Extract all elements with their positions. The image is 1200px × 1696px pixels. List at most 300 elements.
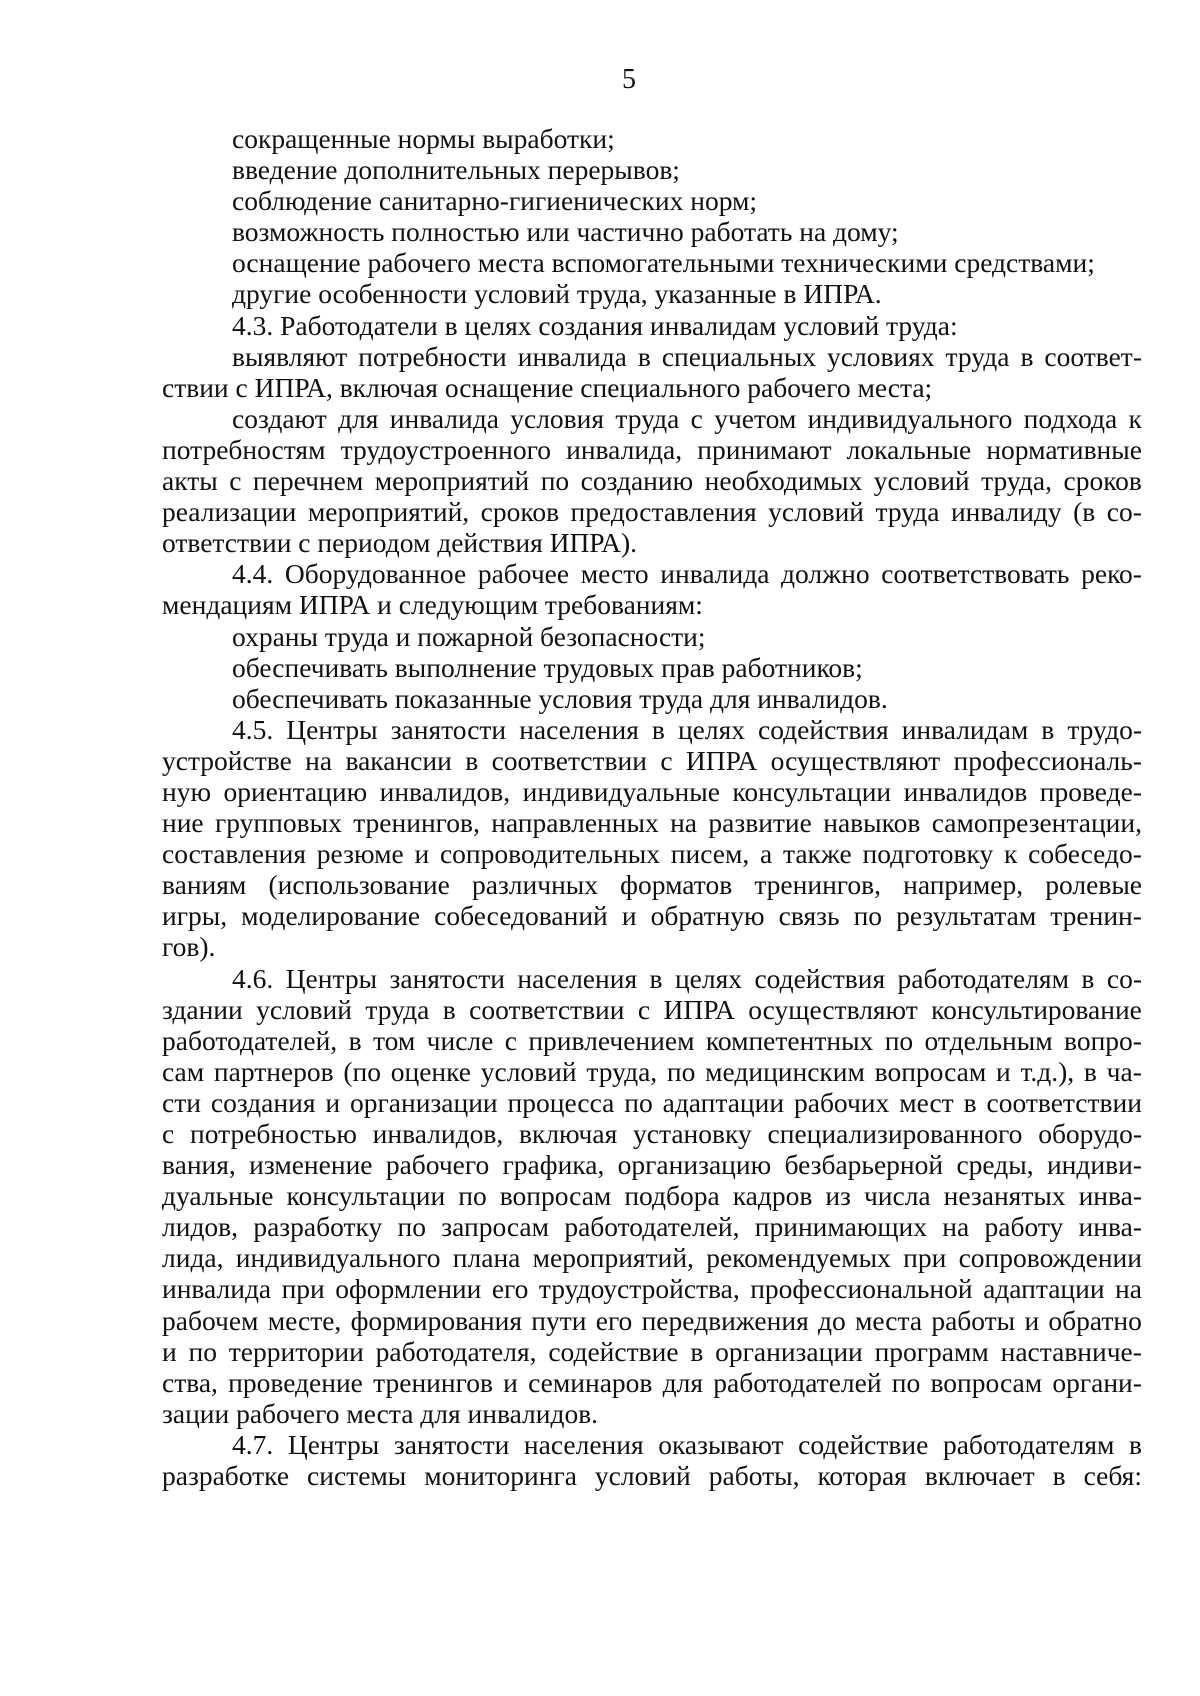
word: семинаров [528, 1366, 653, 1398]
word: среды, [956, 1149, 1034, 1181]
word: связь [778, 900, 840, 932]
word: рабочее [477, 558, 570, 590]
text-line [162, 807, 1142, 838]
word: 4.6. [232, 962, 274, 994]
word: по [188, 1335, 217, 1367]
word: установку [633, 1118, 752, 1149]
word: соответствии [491, 744, 647, 776]
word: разработку [253, 1211, 383, 1243]
word: соответствии [469, 993, 625, 1025]
word: разработке [162, 1460, 290, 1492]
word: консультации [286, 1180, 446, 1212]
word: территории [228, 1335, 364, 1367]
word: включает [924, 1460, 1035, 1492]
word: со- [1106, 962, 1142, 994]
word: вопросам [499, 1180, 612, 1212]
word: Оборудованное [284, 558, 467, 590]
word: том [372, 1024, 416, 1056]
word: адаптации [662, 1086, 785, 1118]
word: мероприятий, [307, 496, 470, 528]
word: место [580, 558, 649, 590]
word: индивидуальные [522, 775, 720, 807]
word: с [162, 1118, 175, 1149]
word: условий [873, 465, 970, 497]
word: потребности [358, 340, 507, 372]
word: и [503, 1366, 518, 1398]
word: мероприятий [374, 465, 530, 497]
word: дуальные [162, 1180, 274, 1212]
word: вопро- [1064, 1024, 1142, 1056]
text-line [162, 341, 1142, 372]
word: запросам [441, 1211, 550, 1243]
word: его [595, 1304, 633, 1336]
word: ную [162, 775, 212, 807]
word: составления [162, 838, 307, 870]
document-body [162, 123, 1142, 1491]
word: индиви- [1046, 1149, 1142, 1181]
word: труда [365, 993, 430, 1025]
word: с [504, 1024, 517, 1056]
word: и [414, 838, 430, 870]
word: к [1128, 402, 1142, 434]
text-line: оснащение рабочего места вспомогательными техническими средствами; [232, 247, 1095, 279]
word: в [1041, 713, 1055, 745]
word: подготовку [862, 838, 994, 870]
word: при [903, 1242, 947, 1274]
word: инвалида [517, 340, 627, 372]
word: кадров [732, 1180, 813, 1212]
word: 4.4. [232, 558, 274, 590]
word: инвалидам [901, 713, 1029, 745]
word: Центры [287, 1428, 380, 1460]
word: инвалидов, [372, 1118, 504, 1149]
word: сроков [480, 496, 560, 528]
word: труда [615, 402, 680, 434]
word: организации [715, 1335, 863, 1367]
word: сопроводительных [439, 838, 661, 870]
word: сам [162, 1055, 205, 1087]
word: специальных [661, 340, 817, 372]
word: медицинским [705, 1055, 865, 1087]
word: на [305, 744, 333, 776]
word: лида, [162, 1242, 224, 1274]
word: развитие [708, 807, 812, 839]
word: изменение [249, 1149, 373, 1181]
word: формирования [350, 1304, 523, 1336]
text-line [162, 465, 1142, 496]
word: лидов, [162, 1211, 239, 1243]
word: (по [343, 1055, 381, 1087]
word: реализации [162, 496, 297, 528]
word: передвижения [641, 1304, 809, 1336]
word: обратно [1048, 1304, 1142, 1336]
text-line: другие особенности условий труда, указанные в ИПРА. [232, 278, 882, 310]
word: соответствии [986, 1086, 1142, 1118]
word: сти [162, 1086, 201, 1118]
word: которая [817, 1460, 907, 1492]
word: в [442, 993, 456, 1025]
word: собеседований [434, 900, 608, 932]
word: условия [510, 402, 605, 434]
text-line [162, 403, 1142, 434]
word: потребностью [190, 1118, 357, 1149]
word: устройстве [162, 744, 292, 776]
text-line: 4.3. Работодатели в целях создания инвалидам условий труда: [232, 309, 958, 341]
text-line [162, 900, 1142, 931]
word: и [996, 1055, 1011, 1087]
word: включая [518, 1118, 618, 1149]
word: учетом [714, 402, 797, 434]
word: вания, [162, 1149, 236, 1181]
text-line [162, 745, 1142, 776]
word: из [825, 1180, 851, 1212]
word: подбора [624, 1180, 720, 1212]
word: в [465, 744, 479, 776]
word: консультации [732, 775, 892, 807]
word: для [338, 402, 379, 434]
text-line [162, 1087, 1142, 1118]
word: инва- [1078, 1180, 1142, 1212]
word: т.д.), [1020, 1055, 1075, 1087]
word: условий [594, 1460, 691, 1492]
word: по [458, 1180, 487, 1212]
word: мест [899, 1086, 954, 1118]
text-line [162, 1118, 1142, 1149]
word: условиях [827, 340, 935, 372]
word: пути [531, 1304, 587, 1336]
text-line [162, 1056, 1142, 1087]
text-line: введение дополнительных перерывов; [232, 154, 680, 186]
word: занятости [389, 962, 505, 994]
word: при [281, 1273, 325, 1305]
word: тренин- [1050, 900, 1142, 932]
word: специализированного [767, 1118, 1023, 1149]
word: резюме [316, 838, 404, 870]
word: принимают [697, 433, 832, 465]
word: инвалида [389, 402, 499, 434]
word: результатам [896, 900, 1037, 932]
word: акты [162, 465, 218, 497]
word: вопросам [930, 1366, 1043, 1398]
word: инвалида [660, 558, 770, 590]
word: со- [1106, 496, 1142, 528]
word: организацию [617, 1149, 772, 1181]
word: ча- [1106, 1055, 1142, 1087]
word: условий [256, 993, 352, 1025]
word: с [229, 465, 242, 497]
text-line: ответствии с периодом действия ИПРА). [162, 527, 637, 559]
word: (в [1073, 496, 1096, 528]
word: труда, [981, 465, 1052, 497]
word: оформлении [335, 1273, 482, 1305]
word: 4.7. [232, 1428, 274, 1460]
word: ИПРА [663, 993, 735, 1025]
word: в [651, 713, 665, 745]
word: 4.5. [232, 713, 274, 745]
word: программ [874, 1335, 989, 1367]
text-line [162, 776, 1142, 807]
word: и [325, 1086, 341, 1118]
text-line: мендациям ИПРА и следующим требованиям: [162, 589, 703, 621]
word: труда, [586, 1055, 658, 1087]
text-line: обеспечивать показанные условия труда для инвалидов. [232, 682, 888, 714]
text-line: сокращенные нормы выработки; [232, 123, 615, 154]
word: с [690, 402, 703, 434]
word: потребностям [162, 433, 326, 465]
word: индивидуального [807, 402, 1013, 434]
text-line [162, 1460, 1142, 1491]
word: работодателей, [564, 1211, 740, 1243]
word: привлечением [528, 1024, 695, 1056]
word: по [540, 465, 570, 497]
text-line: гов). [162, 931, 216, 963]
text-line: возможность полностью или частично работать на дому; [232, 216, 899, 248]
word: соответствовать [881, 558, 1070, 590]
word: самопрезентации, [931, 807, 1142, 839]
word: содействия [758, 713, 889, 745]
word: реко- [1081, 558, 1142, 590]
text-line: соблюдение санитарно-гигиенических норм; [232, 185, 758, 217]
word: на [942, 1211, 970, 1243]
word: с [660, 744, 673, 776]
word: различных [471, 869, 599, 901]
word: на [1115, 1273, 1142, 1305]
word: нормативные [986, 433, 1142, 465]
word: направленных [491, 807, 659, 839]
word: ние [162, 807, 204, 839]
text-line [162, 994, 1142, 1025]
word: мониторинга [424, 1460, 577, 1492]
text-line [162, 1149, 1142, 1180]
word: рабочего [385, 1149, 490, 1181]
word: рабочем [162, 1304, 259, 1336]
text-line [162, 1305, 1142, 1336]
word: консультирование [931, 993, 1142, 1025]
text-line: обеспечивать выполнение трудовых прав работников; [232, 651, 863, 683]
word: населения [517, 962, 638, 994]
word: компетентных [705, 1024, 874, 1056]
text-line [162, 869, 1142, 900]
word: целях [674, 962, 743, 994]
word: осуществляют [748, 993, 918, 1025]
word: содействие [798, 1428, 929, 1460]
word: для [662, 1366, 704, 1398]
word: ства, [162, 1366, 218, 1398]
word: принимающих [754, 1211, 928, 1243]
word: места [855, 1304, 923, 1336]
word: осуществляют [770, 744, 941, 776]
word: инвалида, [566, 433, 683, 465]
text-line [162, 1180, 1142, 1211]
word: работодателя, [375, 1335, 537, 1367]
word: труда [875, 496, 940, 528]
word: мероприятий, [532, 1242, 694, 1274]
text-line [162, 434, 1142, 465]
text-line [162, 1211, 1142, 1242]
text-line [162, 1273, 1142, 1304]
word: трудо- [1067, 713, 1142, 745]
word: а [760, 838, 773, 870]
word: здании [162, 993, 243, 1025]
word: содействия [754, 962, 886, 994]
word: профессиональ- [953, 744, 1142, 776]
word: необходимых [704, 465, 863, 497]
word: навыков [823, 807, 921, 839]
word: населения [519, 713, 639, 745]
word: тренингов [373, 1366, 493, 1398]
word: групповых [215, 807, 342, 839]
word: проведение [228, 1366, 363, 1398]
word: ИПРА [685, 744, 758, 776]
word: вопросам [874, 1055, 987, 1087]
word: незанятых [943, 1180, 1066, 1212]
text-line [162, 1242, 1142, 1273]
text-line [162, 558, 1142, 589]
text-line [162, 963, 1142, 994]
word: органи- [1052, 1366, 1142, 1398]
word: трудоустройства, [538, 1273, 740, 1305]
word: в [963, 1086, 977, 1118]
word: условий [480, 1055, 577, 1087]
word: на [670, 807, 698, 839]
word: оценке [390, 1055, 472, 1087]
word: сроков [1063, 465, 1142, 497]
text-line [162, 496, 1142, 527]
text-line: зации рабочего места для инвалидов. [162, 1397, 599, 1429]
word: по [666, 1055, 696, 1087]
word: инвалидов [903, 775, 1028, 807]
word: населения [523, 1428, 644, 1460]
word: Центры [285, 962, 378, 994]
word: работодателей [713, 1366, 882, 1398]
word: создания [210, 1086, 316, 1118]
word: ролевые [1045, 869, 1142, 901]
word: по [624, 1086, 653, 1118]
word: Центры [286, 713, 378, 745]
word: обратную [650, 900, 765, 932]
word: оказывают [658, 1428, 784, 1460]
word: сопровождении [958, 1242, 1142, 1274]
word: к [1004, 838, 1018, 870]
word: месте, [267, 1304, 342, 1336]
word: труда [945, 340, 1010, 372]
word: трудоустроенного [340, 433, 551, 465]
word: тренингов, [754, 869, 881, 901]
word: до [817, 1304, 846, 1336]
word: в [649, 962, 663, 994]
word: по [397, 1211, 426, 1243]
word: работы, [708, 1460, 800, 1492]
word: профессиональной [750, 1273, 973, 1305]
word: перечнем [252, 465, 364, 497]
word: безбарьерной [784, 1149, 944, 1181]
word: наставниче- [1000, 1335, 1142, 1367]
word: в [1081, 962, 1095, 994]
word: в [1052, 1460, 1066, 1492]
word: организации [350, 1086, 498, 1118]
text-line [162, 1025, 1142, 1056]
text-line: ствии с ИПРА, включая оснащение специального рабочего места; [162, 371, 933, 403]
word: адаптации [983, 1273, 1105, 1305]
word: по [853, 900, 883, 932]
word: работодателям [942, 1428, 1115, 1460]
word: соответ- [1044, 340, 1142, 372]
page-number: 5 [622, 64, 636, 95]
word: занятости [390, 713, 507, 745]
word: числе [426, 1024, 494, 1056]
word: числа [863, 1180, 931, 1212]
word: его [491, 1273, 529, 1305]
word: плана [452, 1242, 521, 1274]
text-line: охраны труда и пожарной безопасности; [232, 620, 706, 652]
word: в [348, 1024, 362, 1056]
word: отдельным [924, 1024, 1053, 1056]
word: в [1128, 1428, 1142, 1460]
word: ваниям [162, 869, 247, 901]
word: моделирование [241, 900, 421, 932]
word: форматов [620, 869, 733, 901]
word: и [1024, 1304, 1040, 1336]
text-line [162, 1429, 1142, 1460]
word: в [690, 1335, 704, 1367]
word: рабочих [793, 1086, 890, 1118]
word: с [637, 993, 651, 1025]
text-line [162, 714, 1142, 745]
word: например, [903, 869, 1024, 901]
word: локальные [846, 433, 972, 465]
word: ориентацию [223, 775, 368, 807]
word: собеседо- [1028, 838, 1142, 870]
word: целях [677, 713, 745, 745]
word: партнеров [213, 1055, 334, 1087]
word: системы [307, 1460, 407, 1492]
word: инвалидов, [379, 775, 511, 807]
word: инвалида [162, 1273, 272, 1305]
word: индивидуального [235, 1242, 441, 1274]
word: по [884, 1024, 914, 1056]
word: также [782, 838, 852, 870]
word: и [621, 900, 637, 932]
word: тренингов, [353, 807, 480, 839]
text-line [162, 1367, 1142, 1398]
word: содействие [548, 1335, 679, 1367]
word: писем, [670, 838, 750, 870]
word: инвалиду [950, 496, 1062, 528]
word: графика, [502, 1149, 605, 1181]
word: созданию [580, 465, 694, 497]
word: выявляют [232, 340, 348, 372]
word: работу [984, 1211, 1064, 1243]
word: вакансии [345, 744, 452, 776]
word: себя: [1083, 1460, 1142, 1492]
word: работы [931, 1304, 1016, 1336]
word: в [637, 340, 651, 372]
word: занятости [393, 1428, 510, 1460]
text-line [162, 838, 1142, 869]
word: в [1020, 340, 1034, 372]
word: по [891, 1366, 921, 1398]
word: и [162, 1335, 177, 1367]
word: рекомендуемых [706, 1242, 891, 1274]
word: (использование [268, 869, 450, 901]
text-line [162, 1336, 1142, 1367]
word: инва- [1078, 1211, 1142, 1243]
word: создают [232, 402, 327, 434]
word: игры, [162, 900, 228, 932]
word: в [1083, 1055, 1097, 1087]
word: проведе- [1039, 775, 1142, 807]
word: процесса [507, 1086, 615, 1118]
